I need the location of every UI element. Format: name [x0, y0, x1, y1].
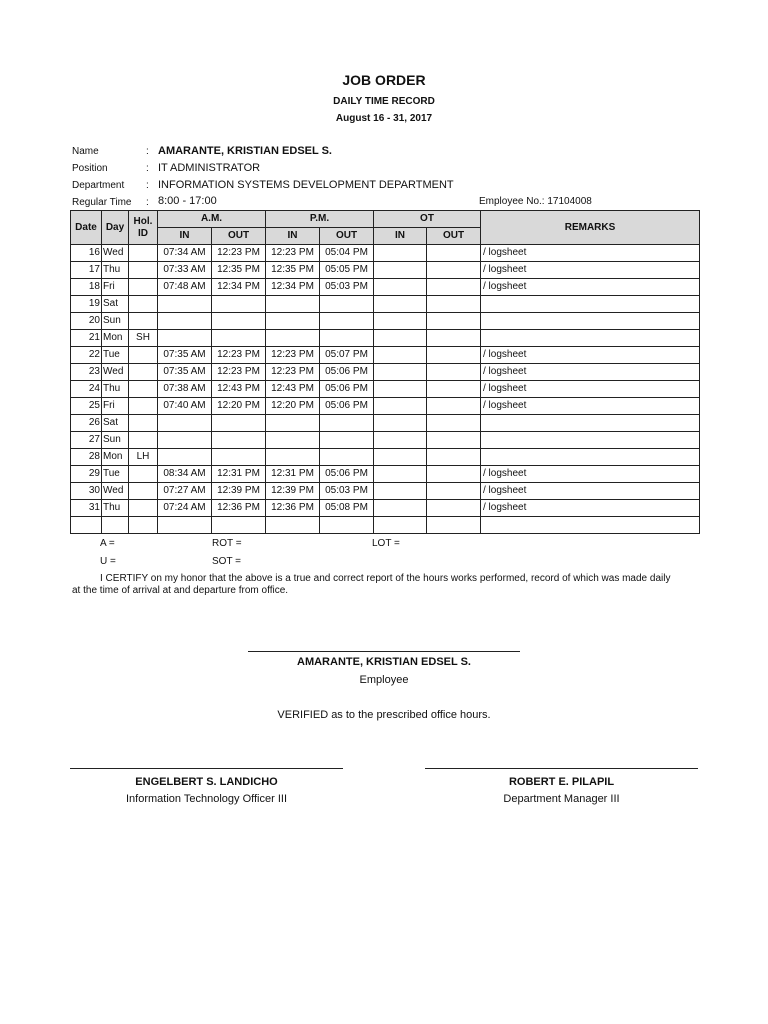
summary-a: A = — [100, 538, 115, 549]
row-pm-out: 05:06 PM — [320, 398, 374, 415]
table-row — [71, 347, 700, 364]
row-pm-in: 12:39 PM — [266, 483, 320, 500]
row-ot-out — [427, 432, 481, 449]
row-day: Wed — [102, 245, 129, 262]
row-ot-out — [427, 466, 481, 483]
row-day: Sat — [102, 296, 129, 313]
row-ot-in — [374, 262, 427, 279]
row-day: Sat — [102, 415, 129, 432]
row-am-in — [158, 449, 212, 466]
row-pm-out — [320, 330, 374, 347]
row-holiday-id — [129, 415, 158, 432]
row-am-out — [212, 313, 266, 330]
employee-number: Employee No.: 17104008 — [479, 196, 592, 207]
row-ot-in — [374, 432, 427, 449]
row-holiday-id — [129, 313, 158, 330]
department-value: INFORMATION SYSTEMS DEVELOPMENT DEPARTMENT — [158, 179, 454, 191]
row-am-in — [158, 415, 212, 432]
document-title: JOB ORDER — [342, 72, 426, 88]
row-date: 16 — [71, 245, 102, 262]
pm-out-header: OUT — [320, 228, 374, 245]
row-date: 31 — [71, 500, 102, 517]
row-pm-in — [266, 415, 320, 432]
row-remarks — [481, 313, 700, 330]
row-date: 28 — [71, 449, 102, 466]
row-holiday-id — [129, 500, 158, 517]
row-ot-out — [427, 398, 481, 415]
summary-u: U = — [100, 556, 116, 567]
row-day: Wed — [102, 483, 129, 500]
row-am-out — [212, 432, 266, 449]
row-ot-out — [427, 245, 481, 262]
hol-id-header: Hol. ID — [129, 211, 158, 245]
row-pm-in — [266, 313, 320, 330]
table-row — [71, 432, 700, 449]
row-am-out — [212, 415, 266, 432]
name-value: AMARANTE, KRISTIAN EDSEL S. — [158, 145, 332, 157]
document-subtitle: DAILY TIME RECORD — [333, 96, 435, 107]
am-header: A.M. — [158, 211, 266, 228]
row-day: Thu — [102, 500, 129, 517]
row-pm-in: 12:23 PM — [266, 245, 320, 262]
ot-header: OT — [374, 211, 481, 228]
pm-header: P.M. — [266, 211, 374, 228]
row-date: 21 — [71, 330, 102, 347]
row-ot-in — [374, 364, 427, 381]
row-remarks: / logsheet — [481, 398, 700, 415]
right-signatory-title: Department Manager III — [503, 793, 620, 805]
row-pm-out — [320, 449, 374, 466]
right-signatory-name: ROBERT E. PILAPIL — [508, 776, 615, 788]
row-pm-in: 12:23 PM — [266, 347, 320, 364]
employee-signature-line — [248, 651, 520, 652]
row-ot-out — [427, 364, 481, 381]
row-am-out: 12:31 PM — [212, 466, 266, 483]
position-value: IT ADMINISTRATOR — [158, 162, 261, 174]
row-pm-out — [320, 415, 374, 432]
row-ot-in — [374, 381, 427, 398]
row-remarks — [481, 330, 700, 347]
row-day: Tue — [102, 466, 129, 483]
row-am-in — [158, 432, 212, 449]
record-period: August 16 - 31, 2017 — [335, 113, 433, 124]
time-record-rows — [71, 245, 700, 534]
row-remarks — [481, 517, 700, 534]
row-remarks: / logsheet — [481, 279, 700, 296]
row-pm-out: 05:06 PM — [320, 381, 374, 398]
table-row — [71, 466, 700, 483]
row-am-in: 07:35 AM — [158, 347, 212, 364]
row-pm-in — [266, 330, 320, 347]
row-ot-out — [427, 347, 481, 364]
row-ot-in — [374, 449, 427, 466]
row-ot-out — [427, 449, 481, 466]
employee-title: Employee — [359, 674, 409, 686]
row-remarks: / logsheet — [481, 483, 700, 500]
row-pm-in: 12:43 PM — [266, 381, 320, 398]
row-date: 17 — [71, 262, 102, 279]
row-am-out: 12:23 PM — [212, 347, 266, 364]
row-pm-in: 12:34 PM — [266, 279, 320, 296]
name-colon: : — [146, 146, 149, 157]
am-in-header: IN — [158, 228, 212, 245]
table-row — [71, 262, 700, 279]
row-pm-out: 05:06 PM — [320, 364, 374, 381]
row-day: Mon — [102, 330, 129, 347]
row-ot-out — [427, 330, 481, 347]
employee-name: AMARANTE, KRISTIAN EDSEL S. — [297, 656, 471, 668]
table-row — [71, 483, 700, 500]
row-am-out: 12:43 PM — [212, 381, 266, 398]
row-am-out: 12:23 PM — [212, 245, 266, 262]
regular-time-label: Regular Time — [72, 197, 132, 208]
row-remarks: / logsheet — [481, 466, 700, 483]
row-am-in: 07:40 AM — [158, 398, 212, 415]
position-colon: : — [146, 163, 149, 174]
row-holiday-id — [129, 296, 158, 313]
row-ot-out — [427, 296, 481, 313]
row-pm-in — [266, 517, 320, 534]
row-day — [102, 517, 129, 534]
row-remarks: / logsheet — [481, 347, 700, 364]
left-signature-line — [70, 768, 343, 769]
row-day: Wed — [102, 364, 129, 381]
left-signatory-name: ENGELBERT S. LANDICHO — [135, 776, 278, 788]
department-colon: : — [146, 180, 149, 191]
row-ot-in — [374, 313, 427, 330]
row-remarks: / logsheet — [481, 500, 700, 517]
row-pm-in: 12:31 PM — [266, 466, 320, 483]
summary-rot: ROT = — [212, 538, 242, 549]
row-day: Tue — [102, 347, 129, 364]
table-row — [71, 296, 700, 313]
row-date: 30 — [71, 483, 102, 500]
row-day: Sun — [102, 432, 129, 449]
row-day: Mon — [102, 449, 129, 466]
table-row — [71, 279, 700, 296]
row-am-in: 07:35 AM — [158, 364, 212, 381]
row-pm-out: 05:05 PM — [320, 262, 374, 279]
table-row — [71, 398, 700, 415]
row-pm-out: 05:03 PM — [320, 483, 374, 500]
summary-lot: LOT = — [372, 538, 400, 549]
row-pm-out: 05:04 PM — [320, 245, 374, 262]
row-am-in: 07:27 AM — [158, 483, 212, 500]
row-ot-in — [374, 330, 427, 347]
row-ot-in — [374, 517, 427, 534]
row-ot-out — [427, 279, 481, 296]
row-holiday-id — [129, 432, 158, 449]
row-am-in: 07:48 AM — [158, 279, 212, 296]
row-date: 26 — [71, 415, 102, 432]
row-holiday-id — [129, 398, 158, 415]
row-date — [71, 517, 102, 534]
row-pm-in: 12:36 PM — [266, 500, 320, 517]
row-remarks: / logsheet — [481, 245, 700, 262]
row-holiday-id — [129, 245, 158, 262]
row-am-in: 07:38 AM — [158, 381, 212, 398]
row-am-out: 12:35 PM — [212, 262, 266, 279]
row-pm-out: 05:03 PM — [320, 279, 374, 296]
row-am-in: 07:33 AM — [158, 262, 212, 279]
row-ot-out — [427, 262, 481, 279]
position-label: Position — [72, 163, 108, 174]
name-label: Name — [72, 146, 99, 157]
row-day: Thu — [102, 381, 129, 398]
row-pm-in: 12:20 PM — [266, 398, 320, 415]
row-pm-out — [320, 517, 374, 534]
row-ot-in — [374, 296, 427, 313]
row-pm-out — [320, 313, 374, 330]
row-day: Thu — [102, 262, 129, 279]
row-am-in — [158, 517, 212, 534]
row-day: Fri — [102, 398, 129, 415]
row-holiday-id — [129, 364, 158, 381]
table-row — [71, 449, 700, 466]
row-am-out: 12:36 PM — [212, 500, 266, 517]
regular-time-colon: : — [146, 197, 149, 208]
table-row — [71, 330, 700, 347]
row-am-out: 12:23 PM — [212, 364, 266, 381]
row-date: 23 — [71, 364, 102, 381]
row-remarks — [481, 449, 700, 466]
row-pm-in — [266, 432, 320, 449]
row-am-out — [212, 517, 266, 534]
row-date: 20 — [71, 313, 102, 330]
row-ot-in — [374, 347, 427, 364]
row-date: 18 — [71, 279, 102, 296]
row-pm-in — [266, 296, 320, 313]
right-signature-line — [425, 768, 698, 769]
row-am-in — [158, 330, 212, 347]
row-date: 25 — [71, 398, 102, 415]
row-am-out: 12:34 PM — [212, 279, 266, 296]
row-pm-in: 12:23 PM — [266, 364, 320, 381]
pm-in-header: IN — [266, 228, 320, 245]
left-signatory-title: Information Technology Officer III — [125, 793, 287, 805]
row-am-out — [212, 296, 266, 313]
certification-line-2: at the time of arrival at and departure from office. — [72, 585, 289, 596]
date-header: Date — [71, 211, 102, 245]
row-ot-in — [374, 279, 427, 296]
row-am-in: 08:34 AM — [158, 466, 212, 483]
row-pm-out: 05:06 PM — [320, 466, 374, 483]
day-header: Day — [102, 211, 129, 245]
row-holiday-id — [129, 517, 158, 534]
row-ot-in — [374, 415, 427, 432]
row-am-out: 12:39 PM — [212, 483, 266, 500]
row-holiday-id: SH — [129, 330, 158, 347]
row-am-in — [158, 313, 212, 330]
row-ot-out — [427, 483, 481, 500]
remarks-header: REMARKS — [481, 211, 700, 245]
row-am-out — [212, 330, 266, 347]
row-ot-in — [374, 483, 427, 500]
row-pm-out: 05:07 PM — [320, 347, 374, 364]
row-ot-out — [427, 415, 481, 432]
table-row — [71, 517, 700, 534]
regular-time-value: 8:00 - 17:00 — [158, 195, 217, 207]
summary-sot: SOT = — [212, 556, 241, 567]
row-ot-in — [374, 245, 427, 262]
row-date: 27 — [71, 432, 102, 449]
row-remarks — [481, 432, 700, 449]
row-ot-out — [427, 381, 481, 398]
row-remarks: / logsheet — [481, 364, 700, 381]
row-day: Fri — [102, 279, 129, 296]
table-row — [71, 381, 700, 398]
ot-in-header: IN — [374, 228, 427, 245]
row-pm-out: 05:08 PM — [320, 500, 374, 517]
row-ot-in — [374, 466, 427, 483]
row-pm-in: 12:35 PM — [266, 262, 320, 279]
row-am-out: 12:20 PM — [212, 398, 266, 415]
am-out-header: OUT — [212, 228, 266, 245]
row-am-in — [158, 296, 212, 313]
row-remarks — [481, 296, 700, 313]
certification-line-1: I CERTIFY on my honor that the above is a true and correct report of the hours works performed, record of which was made daily — [100, 573, 671, 584]
row-pm-out — [320, 432, 374, 449]
row-remarks: / logsheet — [481, 262, 700, 279]
department-label: Department — [72, 180, 125, 191]
table-row — [71, 500, 700, 517]
row-holiday-id — [129, 279, 158, 296]
table-row — [71, 364, 700, 381]
row-remarks — [481, 415, 700, 432]
row-holiday-id — [129, 466, 158, 483]
row-ot-in — [374, 500, 427, 517]
table-row — [71, 245, 700, 262]
ot-out-header: OUT — [427, 228, 481, 245]
row-ot-out — [427, 313, 481, 330]
table-row — [71, 415, 700, 432]
row-holiday-id: LH — [129, 449, 158, 466]
row-date: 24 — [71, 381, 102, 398]
row-am-in: 07:34 AM — [158, 245, 212, 262]
time-record-table — [70, 210, 700, 534]
row-ot-in — [374, 398, 427, 415]
row-holiday-id — [129, 262, 158, 279]
row-pm-in — [266, 449, 320, 466]
row-pm-out — [320, 296, 374, 313]
row-holiday-id — [129, 381, 158, 398]
row-date: 19 — [71, 296, 102, 313]
row-holiday-id — [129, 347, 158, 364]
row-date: 29 — [71, 466, 102, 483]
row-date: 22 — [71, 347, 102, 364]
table-row — [71, 313, 700, 330]
row-ot-out — [427, 500, 481, 517]
row-holiday-id — [129, 483, 158, 500]
row-am-out — [212, 449, 266, 466]
row-remarks: / logsheet — [481, 381, 700, 398]
verified-text: VERIFIED as to the prescribed office hours. — [277, 709, 491, 721]
row-am-in: 07:24 AM — [158, 500, 212, 517]
row-day: Sun — [102, 313, 129, 330]
row-ot-out — [427, 517, 481, 534]
